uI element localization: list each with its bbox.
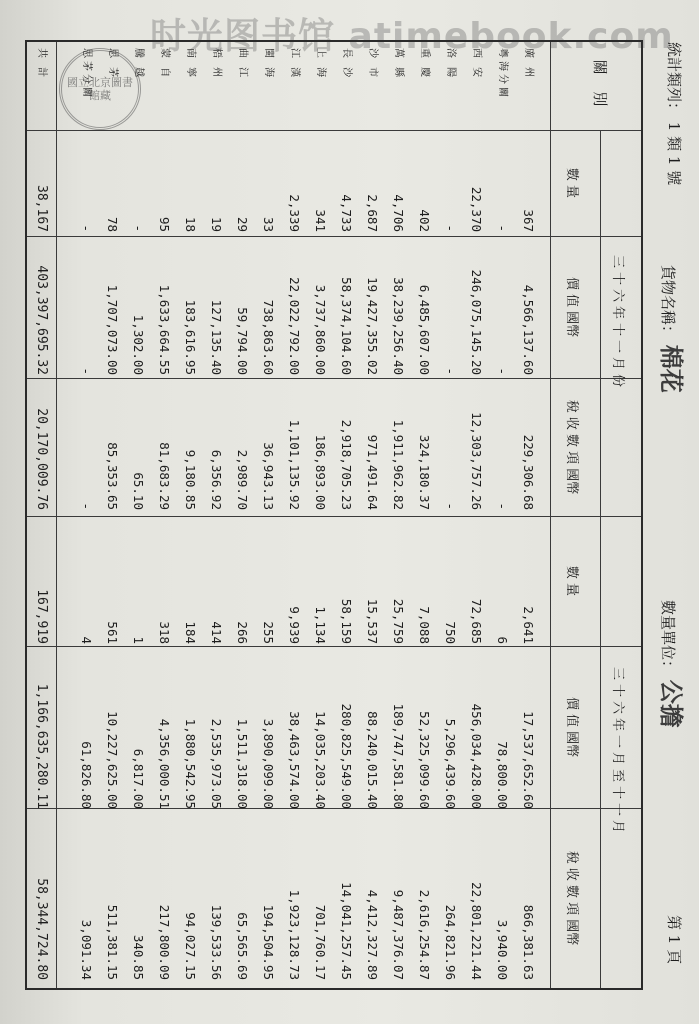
duty-cell: 1,911,962.82 <box>391 419 406 510</box>
duty-cell: 12,303,757.26 <box>469 412 484 510</box>
value-cell: 3,737,860.00 <box>313 284 328 375</box>
total-value-cell: 403,397,695.32 <box>34 265 49 375</box>
table-row <box>489 42 515 988</box>
qty-header-1: 數 量 <box>564 167 579 199</box>
table-row <box>255 42 281 988</box>
region-cell: 閩 海 <box>263 48 274 81</box>
qty-cell: - <box>131 224 146 232</box>
region-cell: 西 安 <box>471 48 482 81</box>
qty-cell: 414 <box>209 621 224 644</box>
table-row <box>151 42 177 988</box>
item-name <box>656 265 691 393</box>
table-row <box>307 42 333 988</box>
duty-header-1: 稅 收 數 項 國幣 <box>564 399 579 495</box>
unit <box>656 600 691 728</box>
value-header-1: 價 值 國幣 <box>564 276 579 338</box>
value-cell: 2,535,973.05 <box>209 718 224 809</box>
table-row <box>281 42 307 988</box>
duty-cell: 6,356.92 <box>209 449 224 510</box>
table-row <box>385 42 411 988</box>
region-cell: 蒙 自 <box>159 48 170 81</box>
qty-cell: - <box>495 224 510 232</box>
region-cell: 曲 江 <box>237 48 248 81</box>
value-cell: - <box>443 367 458 375</box>
value-header-2: 價 值 國幣 <box>564 696 579 758</box>
duty-cell: 36,943.13 <box>261 442 276 510</box>
library-seal: 國立北京圖書館藏 <box>59 48 141 130</box>
duty-cell: 866,381.63 <box>521 904 536 980</box>
value-cell: 19,427,355.02 <box>365 277 380 375</box>
qty-cell: 4,706 <box>391 194 406 232</box>
qty-header-2: 數 量 <box>564 565 579 597</box>
total-duty-cell: 58,344,724.80 <box>34 878 49 980</box>
value-cell: 38,463,574.00 <box>287 711 302 809</box>
qty-cell: 25,759 <box>391 598 406 644</box>
duty-cell: 1,101,135.92 <box>287 419 302 510</box>
duty-cell: 65,565.69 <box>235 912 250 980</box>
table-number-label: 統計類列： <box>665 42 683 118</box>
value-cell: 246,075,145.20 <box>469 269 484 375</box>
total-qty-cell: 38,167 <box>34 185 49 232</box>
qty-cell: 561 <box>105 621 120 644</box>
region-cell: 南 寧 <box>185 48 196 81</box>
qty-cell: 367 <box>521 209 536 232</box>
table-row <box>411 42 437 988</box>
region-cell: 思 茅 <box>107 48 118 81</box>
qty-cell: 1 <box>131 636 146 644</box>
grid-line <box>550 42 551 988</box>
table-row <box>177 42 203 988</box>
duty-cell: 65.10 <box>131 472 146 510</box>
qty-cell: 33 <box>261 216 276 232</box>
duty-cell: 2,918,705.23 <box>339 419 354 510</box>
duty-cell: 81,683.29 <box>157 442 172 510</box>
qty-cell: 750 <box>443 621 458 644</box>
region-cell: 洛 陽 <box>445 48 456 81</box>
qty-cell: 72,685 <box>469 598 484 644</box>
region-header: 關 別 <box>591 59 609 113</box>
region-cell: 廣 州 <box>523 48 534 81</box>
total-label: 共 計 <box>36 48 47 81</box>
value-cell: 52,325,099.60 <box>417 711 432 809</box>
duty-cell: 22,801,221.44 <box>469 882 484 980</box>
value-cell: 1,302.00 <box>131 314 146 375</box>
item-name-label: 貨物名稱： <box>659 265 677 341</box>
qty-cell: 402 <box>417 209 432 232</box>
table-row <box>515 42 541 988</box>
qty-cell: 266 <box>235 621 250 644</box>
qty-cell: 15,537 <box>365 598 380 644</box>
table-row <box>463 42 489 988</box>
duty-cell: 324,180.37 <box>417 434 432 510</box>
total-value-cell: 1,166,635,280.11 <box>34 683 49 809</box>
value-cell: 14,035,203.40 <box>313 711 328 809</box>
duty-cell: 3,091.34 <box>79 919 94 980</box>
total-row <box>28 42 54 988</box>
duty-cell: 9,487,376.07 <box>391 889 406 980</box>
value-cell: 17,537,652.60 <box>521 711 536 809</box>
duty-cell: 1,923,128.73 <box>287 889 302 980</box>
qty-cell: - <box>443 224 458 232</box>
duty-cell: 194,504.95 <box>261 904 276 980</box>
table-row <box>203 42 229 988</box>
value-cell: - <box>79 367 94 375</box>
qty-cell: 18 <box>183 216 198 232</box>
duty-header-2: 稅 收 數 項 國幣 <box>564 850 579 946</box>
duty-cell: - <box>443 502 458 510</box>
qty-cell: 1,134 <box>313 606 328 644</box>
value-cell: 1,707,073.00 <box>105 284 120 375</box>
qty-cell: 58,159 <box>339 598 354 644</box>
value-cell: 6,485,607.00 <box>417 284 432 375</box>
value-cell: 1,880,542.95 <box>183 718 198 809</box>
grid-line <box>600 130 601 988</box>
value-cell: 22,022,792.00 <box>287 277 302 375</box>
qty-cell: 95 <box>157 216 172 232</box>
duty-cell: 14,041,257.45 <box>339 882 354 980</box>
duty-cell: - <box>79 502 94 510</box>
qty-cell: 341 <box>313 209 328 232</box>
qty-cell: 7,088 <box>417 606 432 644</box>
qty-cell: 318 <box>157 621 172 644</box>
page-number: 第 1 頁 <box>665 915 683 965</box>
value-cell: - <box>495 367 510 375</box>
table-row <box>73 42 99 988</box>
duty-cell: 340.85 <box>131 934 146 980</box>
duty-cell: 2,616,254.87 <box>417 889 432 980</box>
value-cell: 5,296,439.60 <box>443 718 458 809</box>
value-cell: 456,034,428.00 <box>469 703 484 809</box>
qty-cell: - <box>79 224 94 232</box>
duty-cell: 85,353.65 <box>105 442 120 510</box>
qty-cell: 78 <box>105 216 120 232</box>
duty-cell: 3,940.00 <box>495 919 510 980</box>
region-cell: 江 漢 <box>289 48 300 81</box>
value-cell: 6,817.00 <box>131 748 146 809</box>
region-cell: 梧 州 <box>211 48 222 81</box>
item-name-value: 棉花 <box>657 344 685 393</box>
region-cell: 粵海分關 <box>497 48 508 100</box>
duty-cell: - <box>495 502 510 510</box>
period2-header: 三十六年一月至十一月 <box>610 666 625 837</box>
value-cell: 58,374,104.60 <box>339 277 354 375</box>
qty-cell: 6 <box>495 636 510 644</box>
qty-cell: 184 <box>183 621 198 644</box>
value-cell: 1,511,318.00 <box>235 718 250 809</box>
region-cell: 沙 市 <box>367 48 378 81</box>
value-cell: 3,890,099.00 <box>261 718 276 809</box>
value-cell: 59,794.00 <box>235 307 250 375</box>
duty-cell: 229,306.68 <box>521 434 536 510</box>
qty-cell: 2,339 <box>287 194 302 232</box>
grid-line <box>56 42 57 988</box>
total-duty-cell: 20,170,009.76 <box>34 408 49 510</box>
region-cell: 萬 縣 <box>393 48 404 81</box>
qty-cell: 2,641 <box>521 606 536 644</box>
value-cell: 61,826.80 <box>79 741 94 809</box>
table-number-value: 1 類 1 號 <box>665 121 683 186</box>
table-row <box>99 42 125 988</box>
table-row <box>333 42 359 988</box>
value-cell: 189,747,581.80 <box>391 703 406 809</box>
watermark: 时光图书馆 atimebook.com <box>150 16 674 57</box>
unit-label: 數量單位： <box>659 600 677 676</box>
duty-cell: 2,989.70 <box>235 449 250 510</box>
table-row <box>437 42 463 988</box>
region-cell: 上 海 <box>315 48 326 81</box>
duty-cell: 217,800.09 <box>157 904 172 980</box>
region-cell: 騰 越 <box>133 48 144 81</box>
qty-cell: 4,733 <box>339 194 354 232</box>
table-row <box>229 42 255 988</box>
value-cell: 738,863.60 <box>261 299 276 375</box>
value-cell: 38,239,256.40 <box>391 277 406 375</box>
region-cell: 長 沙 <box>341 48 352 81</box>
value-cell: 1,633,664.55 <box>157 284 172 375</box>
duty-cell: 186,893.00 <box>313 434 328 510</box>
qty-cell: 9,939 <box>287 606 302 644</box>
value-cell: 280,825,549.00 <box>339 703 354 809</box>
duty-cell: 9,180.85 <box>183 449 198 510</box>
period1-header: 三十六年十一月份 <box>610 254 625 391</box>
region-cell: 思茅分關 <box>81 48 92 100</box>
qty-cell: 22,370 <box>469 186 484 232</box>
value-cell: 88,240,015.40 <box>365 711 380 809</box>
duty-cell: 701,760.17 <box>313 904 328 980</box>
total-qty-cell: 167,919 <box>34 589 49 644</box>
value-cell: 10,227,625.00 <box>105 711 120 809</box>
value-cell: 78,800.00 <box>495 741 510 809</box>
duty-cell: 94,027.15 <box>183 912 198 980</box>
duty-cell: 511,381.15 <box>105 904 120 980</box>
qty-cell: 4 <box>79 636 94 644</box>
value-cell: 4,566,137.60 <box>521 284 536 375</box>
region-cell: 重 慶 <box>419 48 430 81</box>
duty-cell: 971,491.64 <box>365 434 380 510</box>
unit-value: 公擔 <box>657 679 685 728</box>
duty-cell: 139,533.56 <box>209 904 224 980</box>
table-row <box>359 42 385 988</box>
qty-cell: 29 <box>235 216 250 232</box>
qty-cell: 19 <box>209 216 224 232</box>
duty-cell: 4,412,327.89 <box>365 889 380 980</box>
value-cell: 4,356,000.51 <box>157 718 172 809</box>
value-cell: 127,135.40 <box>209 299 224 375</box>
qty-cell: 255 <box>261 621 276 644</box>
value-cell: 183,616.95 <box>183 299 198 375</box>
qty-cell: 2,687 <box>365 194 380 232</box>
table-number <box>664 42 685 185</box>
trade-table <box>25 40 643 990</box>
duty-cell: 264,821.96 <box>443 904 458 980</box>
table-row <box>125 42 151 988</box>
